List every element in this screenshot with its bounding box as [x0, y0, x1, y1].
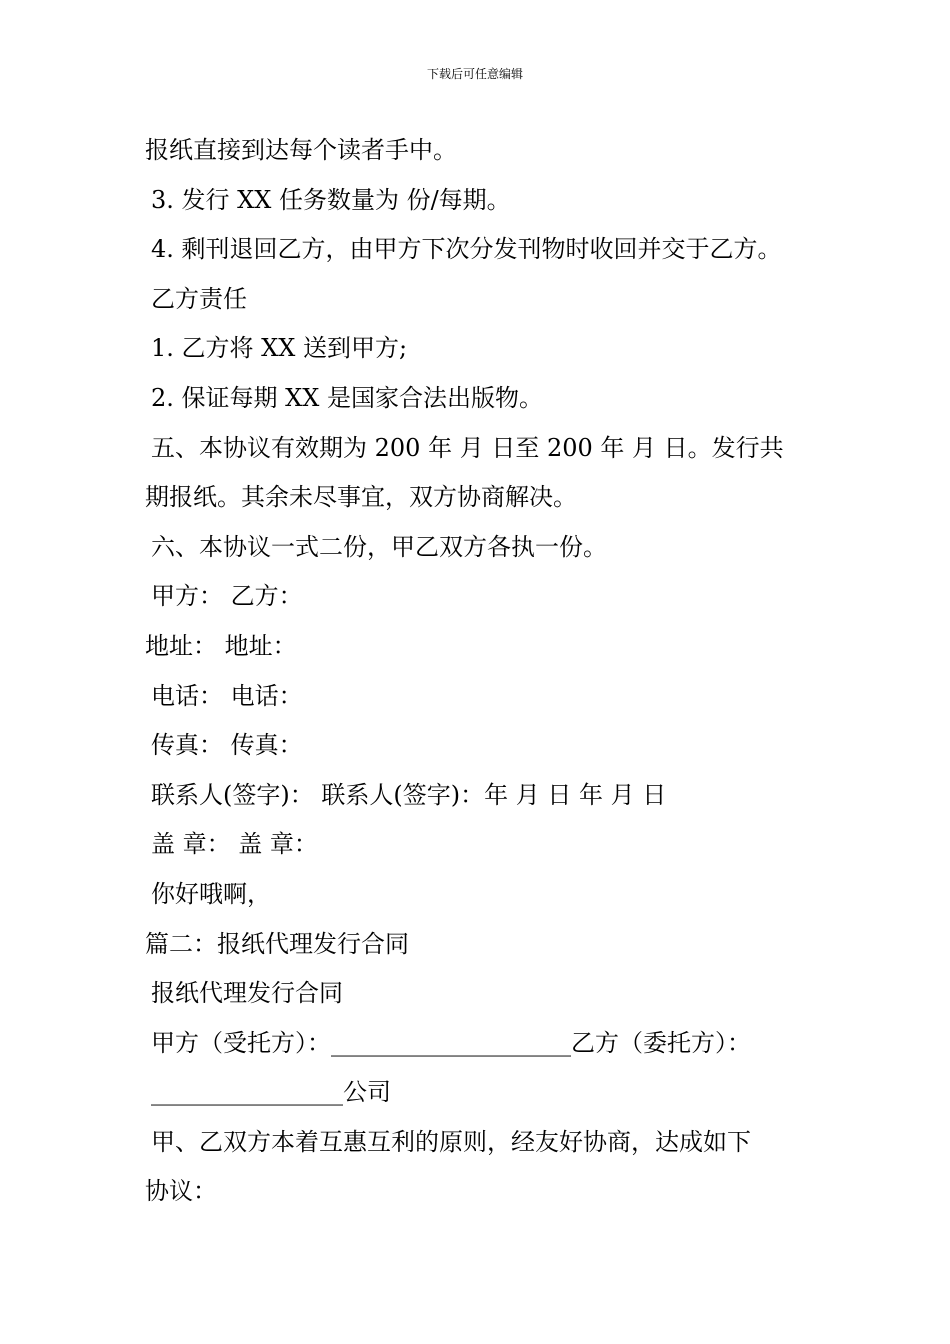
contract-title: 报纸代理发行合同	[151, 979, 343, 1008]
signature-line: 电话： 电话：	[151, 681, 303, 710]
paragraph-line: 4. 剩刊退回乙方，由甲方下次分发刊物时收回并交于乙方。	[151, 235, 782, 264]
paragraph-line: 五、本协议有效期为 200 年 月 日至 200 年 月 日。发行共	[151, 433, 784, 462]
paragraph-line: 你好哦啊，	[151, 879, 271, 908]
paragraph-line: 协议：	[145, 1177, 217, 1206]
document-body	[145, 126, 815, 1217]
signature-line: 联系人(签字)： 联系人(签字)：年 月 日 年 月 日	[151, 780, 667, 809]
signature-line: 地址： 地址：	[145, 631, 297, 660]
paragraph-line: 期报纸。其余未尽事宜，双方协商解决。	[145, 483, 577, 512]
party-line: ________________公司	[151, 1078, 391, 1107]
paragraph-line: 1. 乙方将 XX 送到甲方;	[151, 334, 408, 363]
paragraph-line: 甲、乙双方本着互惠互利的原则，经友好协商，达成如下	[151, 1127, 751, 1156]
signature-line: 盖 章： 盖 章：	[151, 830, 318, 859]
page-header-note: 下载后可任意编辑	[426, 67, 523, 81]
signature-line: 甲方： 乙方：	[151, 582, 303, 611]
section-heading: 乙方责任	[151, 284, 247, 313]
section-title: 篇二：报纸代理发行合同	[145, 929, 409, 958]
party-line: 甲方（受托方）：____________________乙方（委托方）：	[151, 1028, 751, 1057]
paragraph-line: 报纸直接到达每个读者手中。	[145, 136, 457, 164]
paragraph-line: 2. 保证每期 XX 是国家合法出版物。	[151, 383, 543, 412]
signature-line: 传真： 传真：	[151, 731, 303, 760]
paragraph-line: 六、本协议一式二份，甲乙双方各执一份。	[151, 532, 607, 561]
paragraph-line: 3. 发行 XX 任务数量为 份/每期。	[151, 185, 511, 214]
